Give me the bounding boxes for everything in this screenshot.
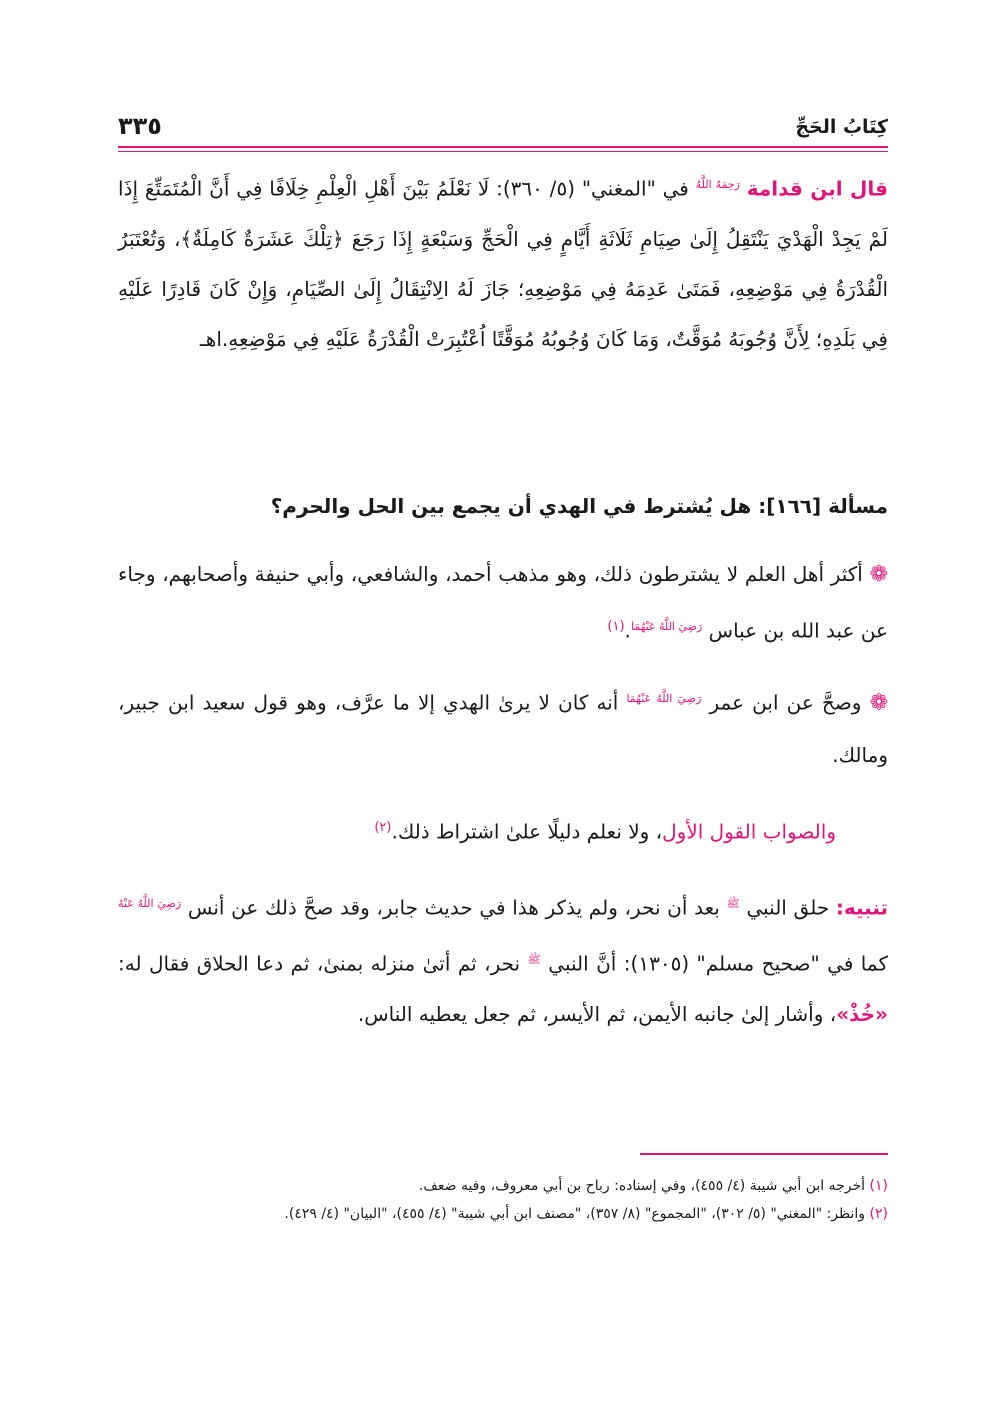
quote-line-4: لَهُ الِانْتِقَالُ إِلَىٰ الصِّيَامِ، وَإِنْ كَانَ قَادِرًا عَلَيْهِ فِي بَلَدِهِ؛ لِأَنَّ وُجُوبَهُ مُوَقَّتٌ، وَمَا كَانَ bbox=[118, 276, 888, 351]
correct-opinion bbox=[118, 802, 836, 858]
footnote-text: وانظر: "المغني" (٥/ ٣٠٢)، "المجموع" (٨/ ٣٥٧)، "مصنف ابن أبي شيبة" (٤/ ٤٥٥)، "البيان" (٤/ ٤٢٩). bbox=[284, 1206, 866, 1222]
opinion-text-b: أنه كان لا يرىٰ الهدي إلا ما عرَّف، وهو قول سعيد ابن جبير، ومالك. bbox=[118, 690, 888, 768]
footnote-number: (٢) bbox=[869, 1206, 888, 1222]
honorific-radiallahu: رَضِيَ اللَّهُ عَنْهُمَا bbox=[630, 620, 703, 633]
quote-line-3a: رَجَعَ bbox=[351, 226, 385, 251]
issue-question: هل يُشترط في الهدي أن يجمع بين الحل والحرم؟ bbox=[270, 494, 752, 518]
sentence-end: . bbox=[624, 618, 631, 643]
footnote-number: (١) bbox=[869, 1178, 888, 1194]
issue-heading bbox=[118, 486, 888, 526]
ibn-qudamah-quote bbox=[118, 160, 888, 364]
flower-bullet-icon: ❁ bbox=[869, 690, 889, 716]
honorific-radiallahu: رَضِيَ اللَّهُ عَنْهُمَا bbox=[626, 691, 702, 705]
correct-text: ، ولا نعلم دليلًا علىٰ اشتراط ذلك. bbox=[391, 819, 663, 844]
quote-line-5: وُجُوبُهُ مُوَقَّتًا اُعْتُبِرَتْ الْقُدْرَةُ عَلَيْهِ فِي مَوْضِعِهِ.اهـ bbox=[199, 326, 590, 351]
quote-speaker: قال ابن قدامة bbox=[746, 176, 888, 201]
list-item bbox=[118, 548, 888, 657]
honorific-rahimahullah: رَحِمَهُ اللَّهُ bbox=[695, 178, 740, 191]
correct-label: والصواب القول الأول bbox=[662, 819, 836, 844]
note-label: تنبيه: bbox=[835, 895, 888, 920]
opinion-text: أكثر أهل العلم لا يشترطون ذلك، وهو مذهب أحمد، والشافعي، وأبي حنيفة وأصحابهم، وجاء عن عبد الله بن عباس bbox=[118, 562, 888, 643]
quote-line-3b: ، وَتُعْتَبَرُ الْقُدْرَةُ فِي مَوْضِعِهِ، فَمَتَىٰ عَدِمَهُ فِي مَوْضِعِهِ؛ جَازَ bbox=[118, 226, 889, 301]
footnote-ref: (٢) bbox=[374, 820, 392, 835]
hadith-word: «خُذْ» bbox=[836, 1002, 888, 1027]
note-text-2: بعد أن نحر، ولم يذكر هذا في حديث جابر، وقد صحَّ ذلك عن أنس bbox=[187, 895, 720, 920]
footnote-separator bbox=[640, 1153, 888, 1155]
footnote bbox=[118, 1200, 888, 1228]
opinions-list bbox=[118, 548, 888, 797]
note-text-4: نحر، ثم أتىٰ منزله بمنىٰ، ثم دعا الحلاق فقال له: bbox=[118, 951, 521, 976]
note-paragraph bbox=[118, 878, 888, 1040]
header-rule-thin bbox=[118, 151, 888, 152]
footnote-ref: (١) bbox=[607, 619, 625, 634]
footnote-text: أخرجه ابن أبي شيبة (٤/ ٤٥٥)، وفي إسناده: رباح بن أبي معروف، وفيه ضعف. bbox=[418, 1178, 866, 1194]
footnotes bbox=[118, 1172, 888, 1228]
flower-bullet-icon: ❁ bbox=[869, 562, 889, 587]
opinion-text-a: وصحَّ عن ابن عمر bbox=[709, 690, 862, 715]
quote-line-1: لَا نَعْلَمُ بَيْنَ أَهْلِ الْعِلْمِ خِلَافًا bbox=[269, 176, 490, 201]
page-header bbox=[118, 112, 888, 144]
quote-line-2: فِي أَنَّ الْمُتَمَتِّعَ إِذَا لَمْ يَجِدْ الْهَدْيَ يَنْتَقِلُ إِلَىٰ صِيَامِ ثَلَاثَةِ أَيَّامٍ فِي الْحَجِّ وَسَبْعَةٍ إِذَا bbox=[118, 176, 889, 251]
quote-source: في "المغني" (٥/ ٣٦٠): bbox=[496, 176, 689, 201]
page-number: ٣٣٥ bbox=[118, 112, 162, 140]
note-text-3: كما في "صحيح مسلم" (١٣٠٥): أنَّ النبي bbox=[548, 951, 888, 976]
header-rule-thick bbox=[118, 146, 888, 148]
honorific-radiallahu-anhu: رَضِيَ اللَّهُ عَنْهُ bbox=[118, 897, 182, 910]
honorific-salawat: ﷺ bbox=[726, 897, 740, 910]
footnote bbox=[118, 1172, 888, 1200]
note-text-5: ، وأشار إلىٰ جانبه الأيمن، ثم الأيسر، ثم جعل يعطيه الناس. bbox=[357, 1002, 837, 1027]
note-text-1: حلق النبي bbox=[746, 895, 830, 920]
list-item bbox=[118, 673, 888, 782]
quran-verse: ﴿تِلْكَ عَشَرَةٌ كَامِلَةٌ﴾ bbox=[180, 226, 344, 251]
issue-label: مسألة [١٦٦]: bbox=[758, 494, 888, 518]
honorific-salawat: ﷺ bbox=[527, 952, 541, 966]
chapter-title: كِتَابُ الحَجِّ bbox=[795, 116, 888, 138]
